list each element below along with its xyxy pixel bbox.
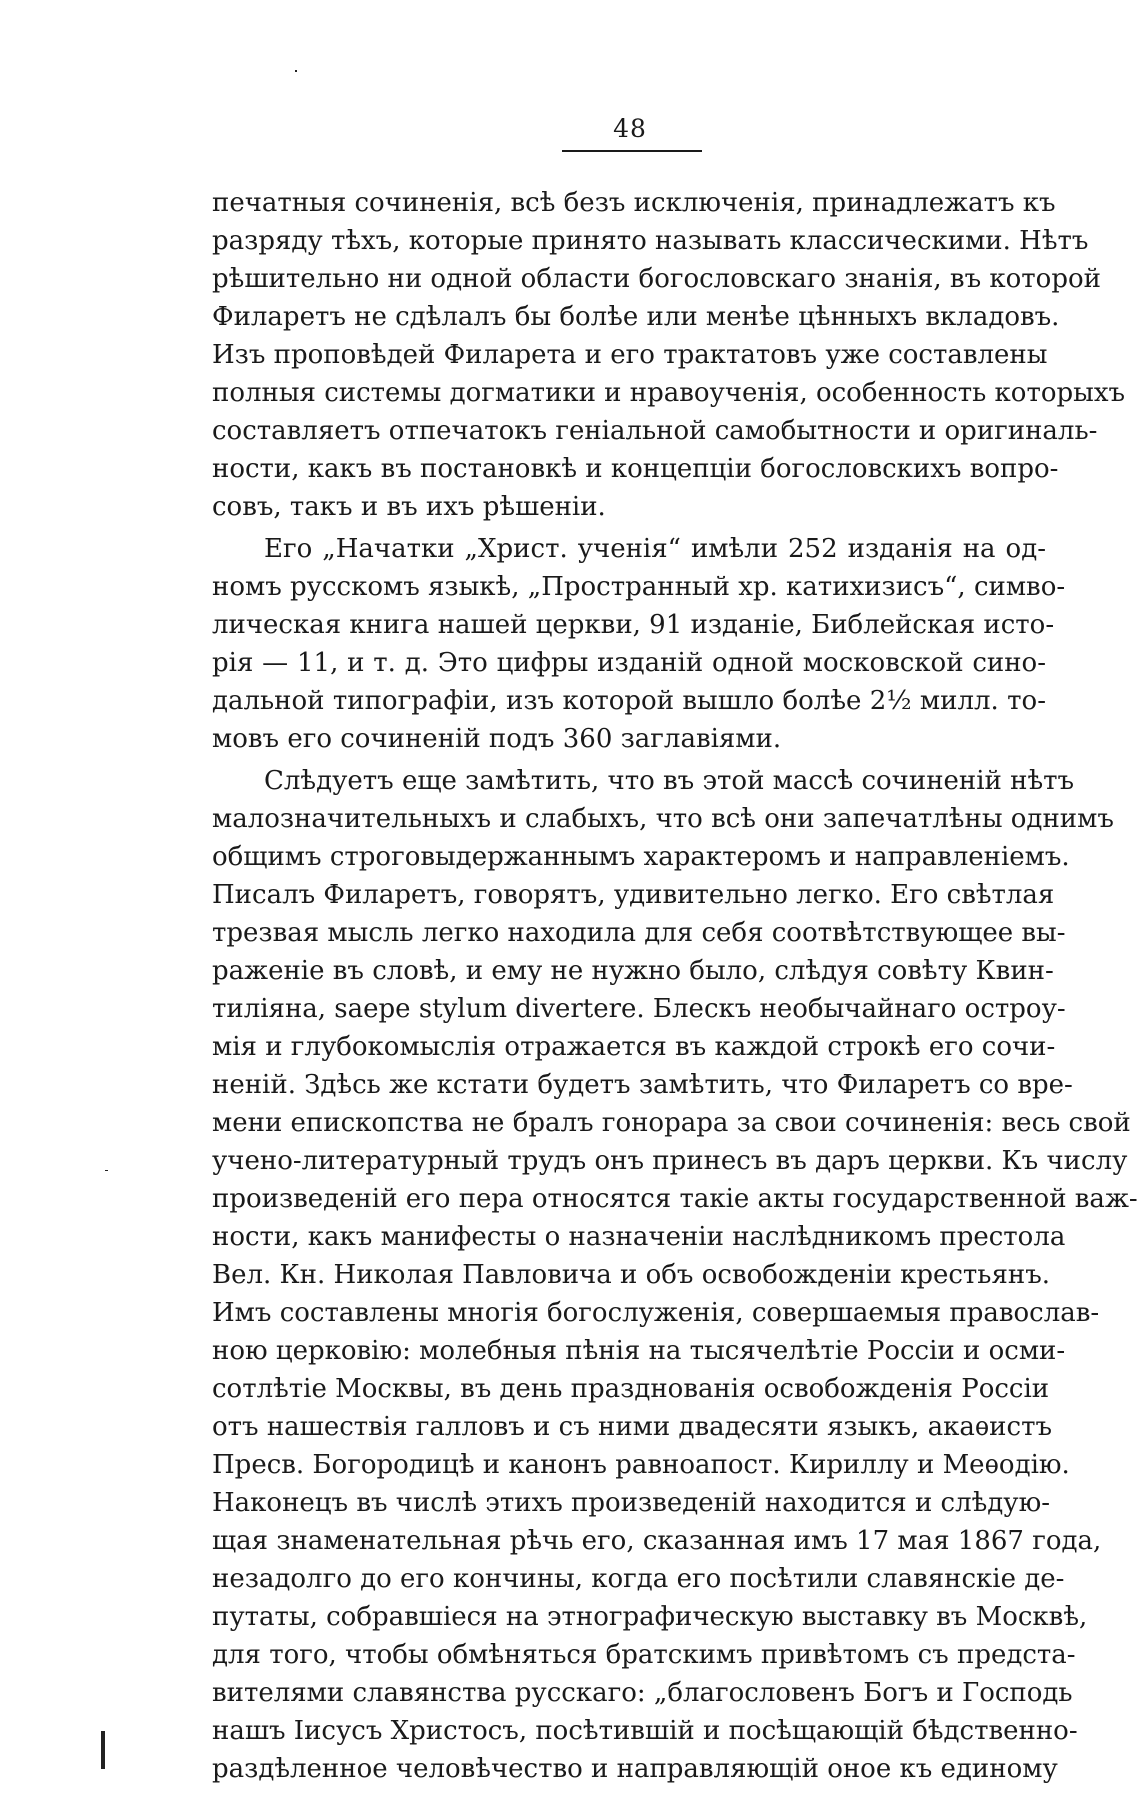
- text-line: Писалъ Филаретъ, говорятъ, удивительно легко. Его свѣтлая: [212, 880, 1055, 910]
- text-line: произведеній его пера относятся такіе акты государственной важ-: [212, 1184, 1138, 1214]
- text-line: нашъ Іисусъ Христосъ, посѣтившій и посѣщающій бѣдственно-: [212, 1716, 1078, 1746]
- text-line: разряду тѣхъ, которые принято называть классическими. Нѣтъ: [212, 226, 1089, 256]
- margin-mark: [101, 1731, 105, 1769]
- text-line: общимъ строговыдержаннымъ характеромъ и направленіемъ.: [212, 842, 1070, 872]
- paragraph-1: [212, 184, 1126, 526]
- text-line: Имъ составлены многія богослуженія, совершаемыя православ-: [212, 1298, 1100, 1328]
- text-line: Пресв. Богородицѣ и канонъ равноапост. Кириллу и Меѳодію.: [212, 1450, 1070, 1480]
- text-line: незадолго до его кончины, когда его посѣтили славянскіе де-: [212, 1564, 1065, 1594]
- paragraph-3: [212, 762, 1138, 1788]
- text-line: мовъ его сочиненій подъ 360 заглавіями.: [212, 724, 782, 754]
- text-line: путаты, собравшіеся на этнографическую выставку въ Москвѣ,: [212, 1602, 1088, 1632]
- text-line: раженіе въ словѣ, и ему не нужно было, слѣдуя совѣту Квин-: [212, 956, 1054, 986]
- scan-speck: [295, 70, 297, 72]
- text-line: Его „Начатки „Христ. ученія“ имѣли 252 изданія на од-: [264, 534, 1046, 564]
- text-line: щая знаменательная рѣчь его, сказанная имъ 17 мая 1867 года,: [212, 1526, 1102, 1556]
- text-line: Наконецъ въ числѣ этихъ произведеній находится и слѣдую-: [212, 1488, 1051, 1518]
- text-line: номъ русскомъ языкѣ, „Пространный хр. катихизисъ“, симво-: [212, 572, 1066, 602]
- text-line: Изъ проповѣдей Филарета и его трактатовъ уже составлены: [212, 340, 1048, 370]
- header-rule: [562, 150, 702, 152]
- text-line: рія — 11, и т. д. Это цифры изданій одной московской сино-: [212, 648, 1046, 678]
- text-line: рѣшительно ни одной области богословскаго знанія, въ которой: [212, 264, 1101, 294]
- page-number: 48: [613, 114, 647, 143]
- scan-speck: [105, 1170, 108, 1171]
- text-line: дальной типографіи, изъ которой вышло болѣе 2½ милл. то-: [212, 686, 1046, 716]
- text-line: трезвая мысль легко находила для себя соотвѣтствующее вы-: [212, 918, 1066, 948]
- text-line: для того, чтобы обмѣняться братскимъ привѣтомъ съ предста-: [212, 1640, 1076, 1670]
- text-line: совъ, такъ и въ ихъ рѣшеніи.: [212, 492, 606, 522]
- text-line: отъ нашествія галловъ и съ ними двадесяти языкъ, акаѳистъ: [212, 1412, 1052, 1442]
- text-line: ною церковію: молебныя пѣнія на тысячелѣтіе Россіи и осми-: [212, 1336, 1066, 1366]
- paragraph-2: [212, 530, 1066, 758]
- text-line: Слѣдуетъ еще замѣтить, что въ этой массѣ сочиненій нѣтъ: [264, 766, 1075, 796]
- text-line: печатныя сочиненія, всѣ безъ исключенія, принадлежатъ къ: [212, 188, 1056, 218]
- text-line: составляетъ отпечатокъ геніальной самобытности и оригиналь-: [212, 416, 1098, 446]
- text-line: раздѣленное человѣчество и направляющій оное къ единому: [212, 1754, 1058, 1784]
- text-line: Филаретъ не сдѣлалъ бы болѣе или менѣе цѣнныхъ вкладовъ.: [212, 302, 1060, 332]
- text-line: неній. Здѣсь же кстати будетъ замѣтить, что Филаретъ со вре-: [212, 1070, 1073, 1100]
- text-line: ности, какъ въ постановкѣ и концепціи богословскихъ вопро-: [212, 454, 1059, 484]
- text-line: полныя системы догматики и нравоученія, особенность которыхъ: [212, 378, 1126, 408]
- text-line: сотлѣтіе Москвы, въ день празднованія освобожденія Россіи: [212, 1374, 1050, 1404]
- text-line: малозначительныхъ и слабыхъ, что всѣ они запечатлѣны однимъ: [212, 804, 1114, 834]
- text-line: Вел. Кн. Николая Павловича и объ освобожденіи крестьянъ.: [212, 1260, 1051, 1290]
- text-line: тиліяна, saepe stylum divertere. Блескъ необычайнаго остроу-: [212, 994, 1066, 1024]
- text-line: вителями славянства русскаго: „благословенъ Богъ и Господь: [212, 1678, 1073, 1708]
- text-line: учено-литературный трудъ онъ принесъ въ даръ церкви. Къ числу: [212, 1146, 1128, 1176]
- text-line: мени епископства не бралъ гонорара за свои сочиненія: весь свой: [212, 1108, 1131, 1138]
- body-text: [212, 184, 1138, 1788]
- text-line: мія и глубокомыслія отражается въ каждой строкѣ его сочи-: [212, 1032, 1056, 1062]
- text-line: ности, какъ манифесты о назначеніи наслѣдникомъ престола: [212, 1222, 1066, 1252]
- text-line: лическая книга нашей церкви, 91 изданіе, Библейская исто-: [212, 610, 1055, 640]
